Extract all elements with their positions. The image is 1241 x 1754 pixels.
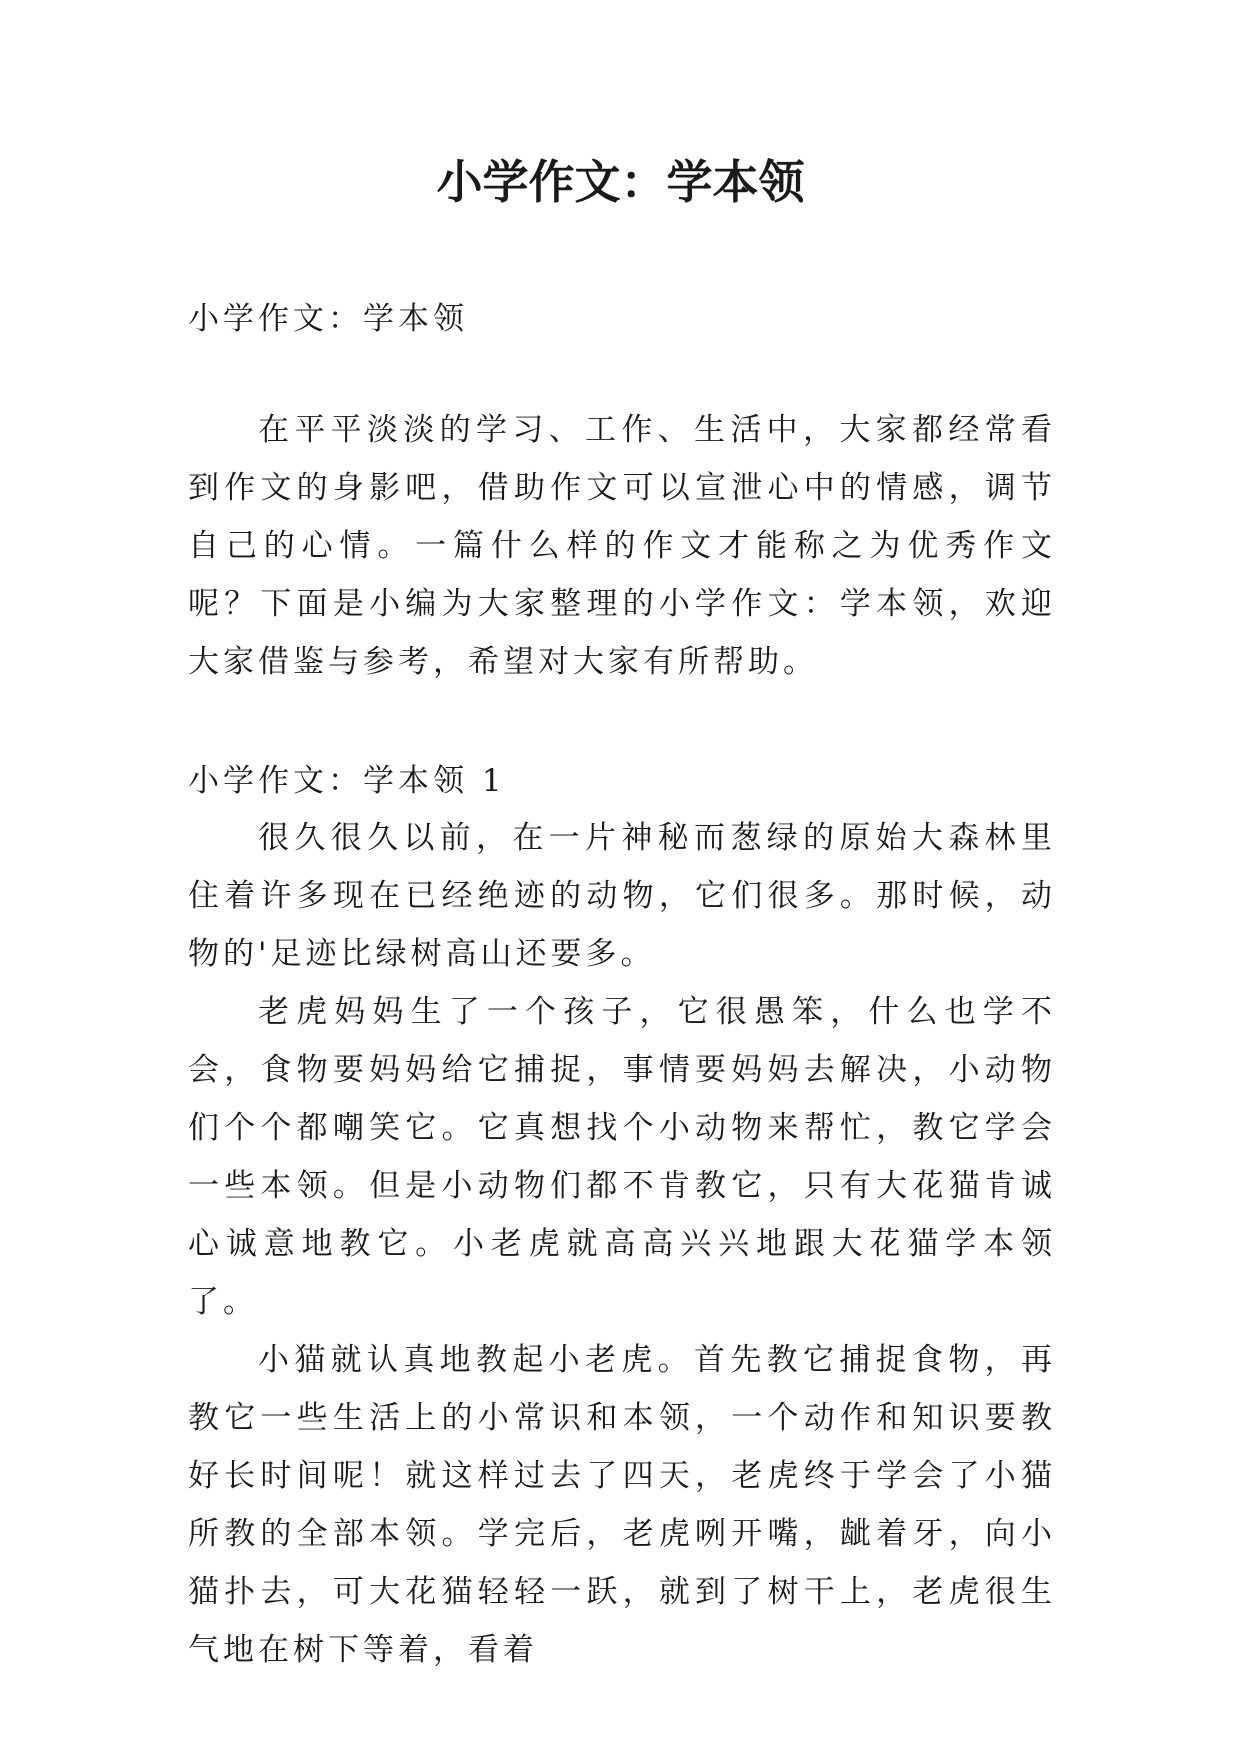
story-paragraph-3: 小猫就认真地教起小老虎。首先教它捕捉食物，再教它一些生活上的小常识和本领，一个动作和知识要教好长时间呢！就这样过去了四天，老虎终于学会了小猫所教的全部本领。学完后，老虎咧开嘴，龇着牙，向小猫扑去，可大花猫轻轻一跃，就到了树干上，老虎很生气地在树下等着，看着 <box>188 1342 1056 1668</box>
story-body <box>188 809 1056 1679</box>
story-paragraph-2: 老虎妈妈生了一个孩子，它很愚笨，什么也学不会，食物要妈妈给它捕捉，事情要妈妈去解决，小动物们个个都嘲笑它。它真想找个小动物来帮忙，教它学会一些本领。但是小动物们都不肯教它，只有大花猫肯诚心诚意地教它。小老虎就高高兴兴地跟大花猫学本领了。 <box>188 994 1056 1320</box>
document-title: 小学作文：学本领 <box>436 155 805 209</box>
document-subtitle: 小学作文：学本领 <box>188 301 468 337</box>
intro-paragraph: 在平平淡淡的学习、工作、生活中，大家都经常看到作文的身影吧，借助作文可以宣泄心中的情感，调节自己的心情。一篇什么样的作文才能称之为优秀作文呢？下面是小编为大家整理的小学作文：学本领，欢迎大家借鉴与参考，希望对大家有所帮助。 <box>188 412 1056 680</box>
section-heading: 小学作文：学本领 1 <box>188 763 506 799</box>
story-paragraph-1: 很久很久以前，在一片神秘而葱绿的原始大森林里住着许多现在已经绝迹的动物，它们很多。那时候，动物的'足迹比绿树高山还要多。 <box>188 820 1056 972</box>
